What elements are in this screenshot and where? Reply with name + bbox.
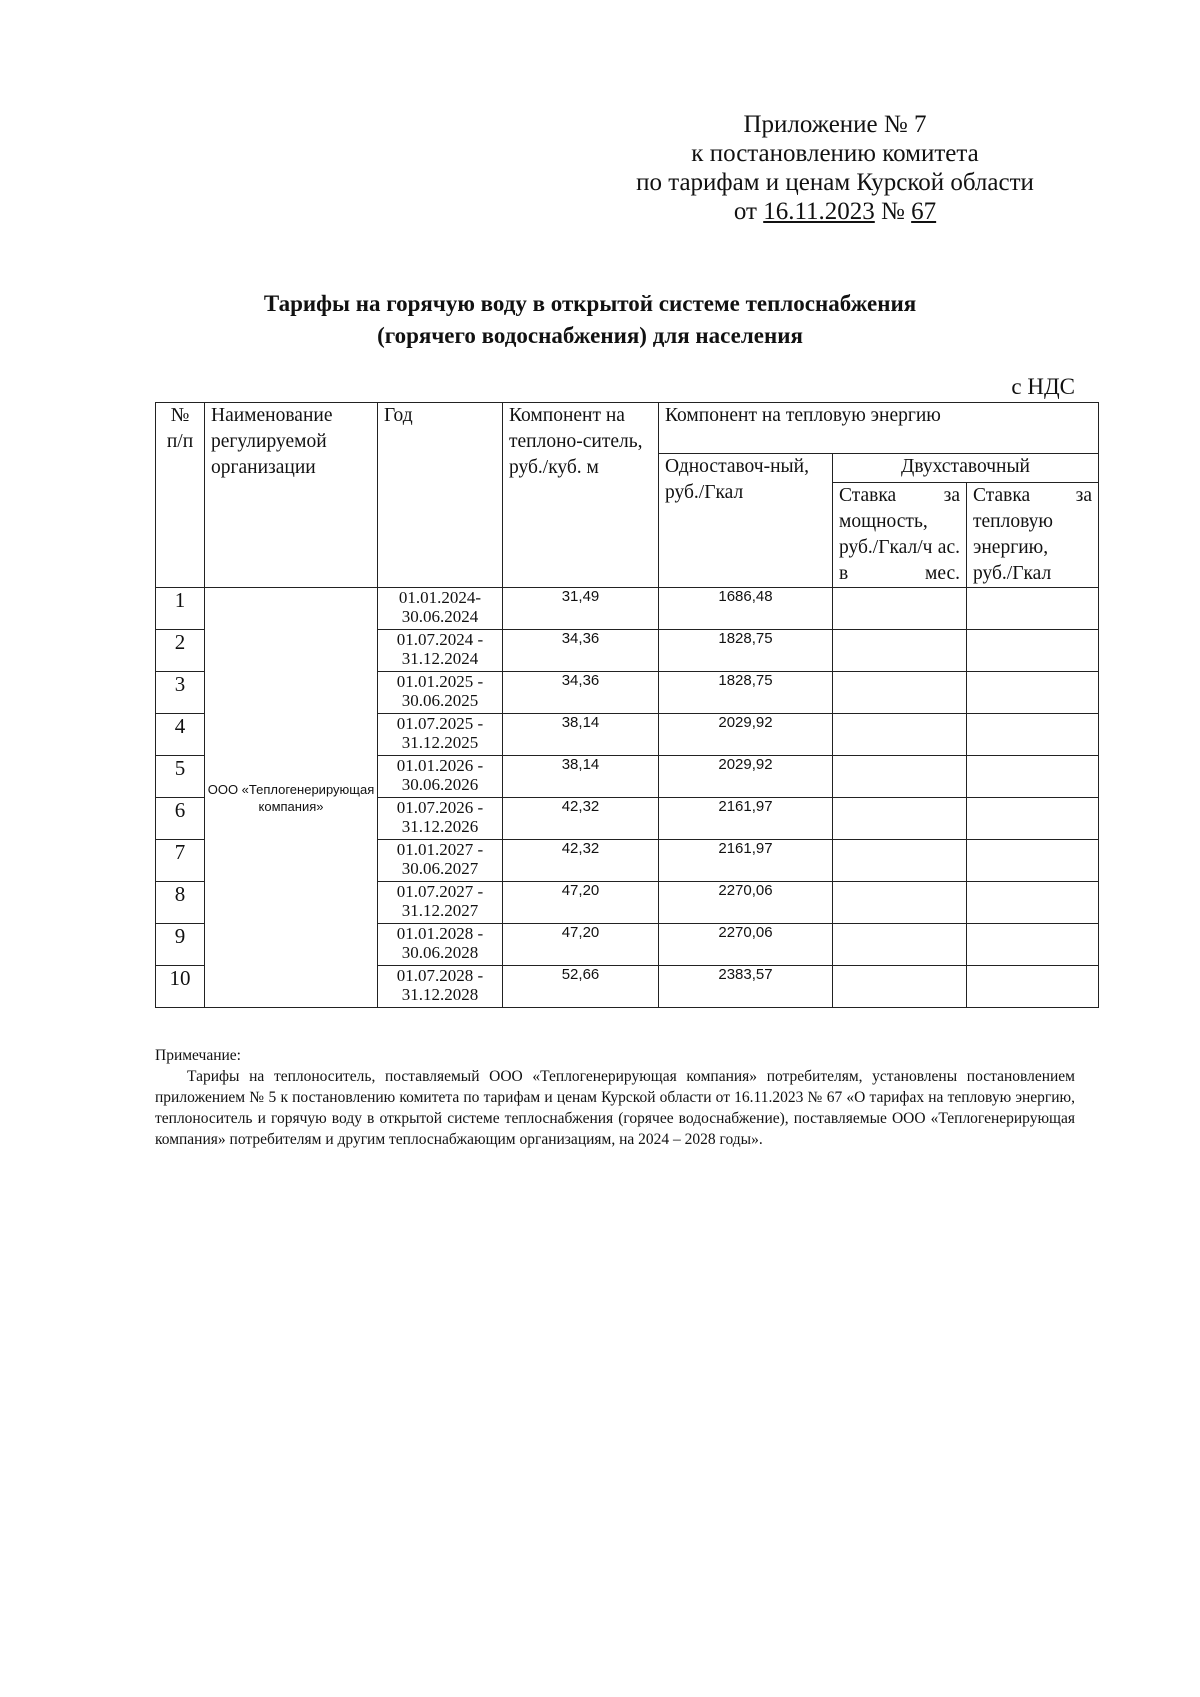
period-cell: 01.07.2024 - 31.12.2024 bbox=[378, 630, 503, 672]
row-number: 9 bbox=[156, 924, 205, 966]
tariff-table bbox=[155, 402, 1099, 1008]
capacity-rate-value bbox=[833, 840, 967, 882]
header-single: Одноставоч-ный, руб./Гкал bbox=[659, 454, 833, 588]
appendix-line-1: Приложение № 7 bbox=[743, 111, 927, 138]
note-text: Тарифы на теплоноситель, поставляемый ООО «Теплогенерирующая компания» потребителям, установлены постановлением приложением № 5 к постановлению комитета по тарифам и ценам Курской области от 16.11.2023 № 67 «О тарифах на тепловую энергию, теплоноситель и горячую воду в открытой системе теплоснабжения (горячее водоснабжение), поставляемые ООО «Теплогенерирующая компания» потребителям и другим теплоснабжающим организациям, на 2024 – 2028 годы». bbox=[155, 1068, 1075, 1148]
single-rate-value: 1828,75 bbox=[659, 630, 833, 672]
date-prefix: от bbox=[733, 198, 764, 225]
row-number: 10 bbox=[156, 966, 205, 1008]
capacity-rate-value bbox=[833, 966, 967, 1008]
resolution-number: 67 bbox=[911, 198, 937, 225]
title-line-2: (горячего водоснабжения) для населения bbox=[377, 323, 803, 348]
single-rate-value: 2270,06 bbox=[659, 924, 833, 966]
appendix-line-2: к постановлению комитета bbox=[691, 140, 979, 167]
energy-rate-value bbox=[967, 714, 1099, 756]
header-double: Двухставочный bbox=[833, 454, 1099, 483]
period-cell: 01.07.2028 - 31.12.2028 bbox=[378, 966, 503, 1008]
appendix-header bbox=[600, 110, 1070, 226]
organization-cell: ООО «Теплогенерирующая компания» bbox=[205, 588, 378, 1008]
row-number: 2 bbox=[156, 630, 205, 672]
period-cell: 01.07.2026 - 31.12.2026 bbox=[378, 798, 503, 840]
carrier-value: 38,14 bbox=[503, 756, 659, 798]
note-label: Примечание: bbox=[155, 1047, 241, 1064]
title-line-1: Тарифы на горячую воду в открытой системе теплоснабжения bbox=[263, 291, 917, 316]
header-heat: Компонент на тепловую энергию bbox=[659, 403, 1099, 454]
capacity-rate-value bbox=[833, 588, 967, 630]
energy-rate-value bbox=[967, 630, 1099, 672]
appendix-date-line bbox=[600, 197, 1070, 226]
row-number: 4 bbox=[156, 714, 205, 756]
row-number: 5 bbox=[156, 756, 205, 798]
table-row bbox=[156, 588, 1099, 630]
period-cell: 01.01.2024-30.06.2024 bbox=[378, 588, 503, 630]
single-rate-value: 2383,57 bbox=[659, 966, 833, 1008]
energy-rate-value bbox=[967, 924, 1099, 966]
capacity-rate-value bbox=[833, 672, 967, 714]
period-cell: 01.07.2027 - 31.12.2027 bbox=[378, 882, 503, 924]
row-number: 3 bbox=[156, 672, 205, 714]
capacity-rate-value bbox=[833, 924, 967, 966]
period-cell: 01.01.2027 - 30.06.2027 bbox=[378, 840, 503, 882]
single-rate-value: 1828,75 bbox=[659, 672, 833, 714]
energy-rate-value bbox=[967, 966, 1099, 1008]
header-energy: Ставка за тепловую энергию, руб./Гкал bbox=[967, 483, 1099, 588]
carrier-value: 34,36 bbox=[503, 672, 659, 714]
single-rate-value: 1686,48 bbox=[659, 588, 833, 630]
period-cell: 01.01.2028 - 30.06.2028 bbox=[378, 924, 503, 966]
energy-rate-value bbox=[967, 756, 1099, 798]
single-rate-value: 2029,92 bbox=[659, 756, 833, 798]
single-rate-value: 2161,97 bbox=[659, 798, 833, 840]
row-number: 8 bbox=[156, 882, 205, 924]
carrier-value: 42,32 bbox=[503, 798, 659, 840]
header-num: № п/п bbox=[156, 403, 205, 588]
header-org: Наименование регулируемой организации bbox=[205, 403, 378, 588]
row-number: 7 bbox=[156, 840, 205, 882]
single-rate-value: 2270,06 bbox=[659, 882, 833, 924]
period-cell: 01.01.2026 - 30.06.2026 bbox=[378, 756, 503, 798]
capacity-rate-value bbox=[833, 882, 967, 924]
capacity-rate-value bbox=[833, 714, 967, 756]
single-rate-value: 2161,97 bbox=[659, 840, 833, 882]
header-row-1 bbox=[156, 403, 1099, 454]
carrier-value: 47,20 bbox=[503, 882, 659, 924]
header-capacity: Ставка за мощность, руб./Гкал/ч ас. в мес. bbox=[833, 483, 967, 588]
period-cell: 01.01.2025 - 30.06.2025 bbox=[378, 672, 503, 714]
carrier-value: 38,14 bbox=[503, 714, 659, 756]
carrier-value: 42,32 bbox=[503, 840, 659, 882]
carrier-value: 47,20 bbox=[503, 924, 659, 966]
period-cell: 01.07.2025 - 31.12.2025 bbox=[378, 714, 503, 756]
carrier-value: 34,36 bbox=[503, 630, 659, 672]
resolution-date: 16.11.2023 bbox=[763, 198, 875, 225]
energy-rate-value bbox=[967, 588, 1099, 630]
tariff-body bbox=[156, 588, 1099, 1008]
carrier-value: 52,66 bbox=[503, 966, 659, 1008]
energy-rate-value bbox=[967, 798, 1099, 840]
row-number: 1 bbox=[156, 588, 205, 630]
header-year: Год bbox=[378, 403, 503, 588]
capacity-rate-value bbox=[833, 756, 967, 798]
capacity-rate-value bbox=[833, 798, 967, 840]
number-prefix: № bbox=[874, 198, 912, 225]
appendix-line-3: по тарифам и ценам Курской области bbox=[636, 169, 1034, 196]
document-title bbox=[160, 288, 1020, 352]
vat-note: с НДС bbox=[1011, 374, 1075, 399]
header-carrier: Компонент на теплоно-ситель, руб./куб. м bbox=[503, 403, 659, 588]
single-rate-value: 2029,92 bbox=[659, 714, 833, 756]
energy-rate-value bbox=[967, 840, 1099, 882]
row-number: 6 bbox=[156, 798, 205, 840]
note-block bbox=[155, 1045, 1075, 1150]
carrier-value: 31,49 bbox=[503, 588, 659, 630]
energy-rate-value bbox=[967, 882, 1099, 924]
energy-rate-value bbox=[967, 672, 1099, 714]
capacity-rate-value bbox=[833, 630, 967, 672]
